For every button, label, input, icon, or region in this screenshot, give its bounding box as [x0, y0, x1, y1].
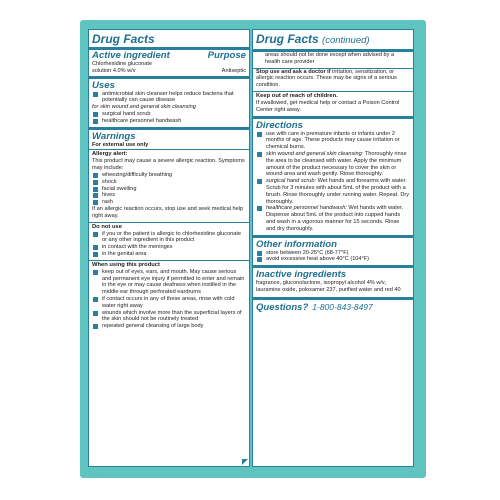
uses-item: [89, 91, 249, 105]
continued-arrow-icon: [242, 459, 248, 465]
when-using-item: [89, 269, 249, 296]
allergy-symptom-item: [89, 172, 249, 179]
bullet-square-icon: [93, 324, 98, 329]
allergy-symptom-item: [89, 179, 249, 186]
purpose-heading: Purpose: [207, 50, 246, 61]
stop-use-heading: Stop use and ask a doctor if: [256, 68, 331, 75]
other-info-item-text: store between 20-25°C (68-77°F): [266, 249, 349, 256]
bullet-square-icon: [93, 112, 98, 117]
stop-use-block: [253, 69, 413, 89]
active-ingredient-header: [89, 50, 249, 61]
bullet-square-icon: [93, 200, 98, 205]
bullet-square-icon: [93, 270, 98, 275]
uses-list: [89, 91, 249, 125]
do-not-use-item-text: in contact with the meninges: [102, 244, 173, 251]
stop-use-text: irritation, sensitization, or allergic reaction occurs. These may be signs of a serious condition.: [256, 68, 397, 89]
allergy-symptom-item: [89, 186, 249, 193]
drug-facts-title-right: Drug Facts: [256, 32, 319, 46]
allergy-symptom-item-text: hives: [102, 192, 116, 199]
allergy-symptom-item-text: rash: [102, 199, 113, 206]
other-info-heading: Other information: [256, 238, 338, 250]
questions-line: [253, 300, 413, 315]
uses-item: [89, 111, 249, 118]
direction-lead: healthcare personnel handwash:: [266, 205, 349, 212]
direction-item: [253, 131, 413, 151]
direction-item: [253, 205, 413, 232]
direction-item: [253, 178, 413, 205]
bullet-square-icon: [93, 92, 98, 97]
drug-facts-continued-title: [253, 30, 413, 49]
drug-facts-title: Drug Facts: [92, 32, 155, 46]
ingredient-row: [89, 68, 249, 75]
uses-item-text: for skin wound and general skin cleansing: [92, 104, 196, 111]
allergy-symptom-item-text: wheezing/difficulty breathing: [102, 171, 173, 178]
other-info-item-text: avoid excessive heat above 40°C (104°F): [266, 256, 370, 263]
do-not-use-list: [89, 231, 249, 258]
uses-heading: Uses: [92, 79, 115, 91]
direction-lead: surgical hand scrub:: [266, 178, 318, 185]
bullet-square-icon: [257, 257, 262, 262]
bullet-square-icon: [257, 152, 262, 157]
do-not-use-item: [89, 244, 249, 251]
other-info-list: [253, 250, 413, 264]
keep-out-heading: Keep out of reach of children.: [256, 92, 338, 99]
uses-item-text: antimicrobial skin cleanser helps reduce bacteria that potentially can cause disease: [102, 90, 234, 104]
bullet-square-icon: [93, 311, 98, 316]
allergy-symptom-item: [89, 199, 249, 206]
when-using-heading: When using this product: [92, 261, 160, 268]
allergy-footer: If an allergic reaction occurs, stop use and seek medical help right away.: [92, 205, 244, 219]
allergy-symptoms-list: [89, 172, 249, 206]
bullet-square-icon: [93, 187, 98, 192]
uses-item: [89, 118, 249, 125]
bullet-square-icon: [93, 119, 98, 124]
ingredient-purpose: Antiseptic: [221, 67, 246, 74]
bullet-square-icon: [93, 180, 98, 185]
other-info-item: [253, 250, 413, 257]
do-not-use-item: [89, 251, 249, 258]
external-use-note: For external use only: [92, 141, 149, 148]
when-using-item-text: wounds which involve more than the superficial layers of the skin should not be routinely treated: [102, 309, 242, 323]
direction-item-text: Wet hands and forearms with water. Scrub for 3 minutes with about 5mL of the product with a brush. Rinse thoroughly under running water. Repeat. Dry thoroughly.: [266, 178, 410, 205]
other-info-item: [253, 256, 413, 263]
allergy-symptom-item-text: facial swelling: [102, 185, 137, 192]
active-ingredient-heading: Active ingredient: [92, 50, 170, 61]
allergy-symptom-item-text: shock: [102, 178, 117, 185]
uses-item-text: surgical hand scrub: [102, 110, 151, 117]
directions-list: [253, 131, 413, 233]
keep-out-text: If swallowed, get medical help or contact a Poison Control Center right away.: [256, 99, 400, 113]
bullet-square-icon: [93, 297, 98, 302]
allergy-alert-heading: Allergy alert:: [92, 151, 128, 158]
continued-warning-text: areas should not be done except when advised by a health care provider: [265, 52, 395, 65]
questions-label: Questions?: [256, 301, 309, 313]
when-using-item: [89, 296, 249, 310]
when-using-list: [89, 269, 249, 330]
inactive-ingredients-heading: Inactive ingredients: [256, 269, 347, 281]
ingredient-name: Chlorhexidine gluconate: [92, 61, 153, 67]
uses-item: [89, 104, 249, 111]
bullet-square-icon: [93, 252, 98, 257]
when-using-item: [89, 323, 249, 330]
bullet-square-icon: [93, 245, 98, 250]
when-using-item-text: if contact occurs in any of these areas, rinse with cold water right away: [102, 295, 235, 309]
bullet-square-icon: [257, 206, 262, 211]
drug-facts-panel-left: [88, 29, 250, 467]
bullet-square-icon: [93, 193, 98, 198]
bullet-square-icon: [257, 132, 262, 137]
direction-item: [253, 151, 413, 178]
bullet-square-icon: [93, 232, 98, 237]
directions-heading: Directions: [256, 119, 303, 131]
when-using-item-text: repeated general cleansing of large body: [102, 323, 204, 330]
direction-lead: skin wound and general skin cleansing:: [266, 150, 365, 157]
continued-label: (continued): [322, 35, 370, 46]
drug-facts-panel-right: [252, 29, 414, 467]
when-using-item-text: keep out of eyes, ears, and mouth. May cause serious and permanent eye injury if permitted to enter and remain in the eye or may cause deafness when instilled in the middle ear through perforated eardrums: [102, 268, 245, 296]
do-not-use-heading: Do not use: [92, 223, 122, 230]
do-not-use-item: [89, 231, 249, 245]
uses-item-text: healthcare personnel handwash: [102, 117, 182, 124]
allergy-symptom-item: [89, 192, 249, 199]
phone-number[interactable]: 1-800-843-8497: [312, 301, 373, 312]
warnings-heading: Warnings: [92, 130, 136, 142]
bullet-square-icon: [257, 251, 262, 256]
allergy-alert-text: This product may cause a severe allergic reaction. Symptoms may include:: [92, 158, 245, 172]
when-using-item: [89, 310, 249, 324]
direction-item-text: Thoroughly rinse the area to be cleansed with water. Apply the minimum amount of the product necessary to cover the skin or wound area and wash gently. Rinse thoroughly.: [266, 150, 407, 178]
do-not-use-item-text: in the genital area: [102, 250, 147, 257]
ingredient-amount: solution 4.0% w/v: [92, 67, 136, 74]
direction-item-text: use with care in premature infants or infants under 2 months of age. These products may cause irritation or chemical burns.: [266, 130, 400, 151]
bullet-square-icon: [257, 179, 262, 184]
inactive-ingredients-text: fragrance, gluconolactone, isopropyl alcohol 4% w/v, lauramine oxide, poloxamer 237, purified water and red 40: [256, 280, 401, 293]
do-not-use-item-text: if you or the patient is allergic to chlorhexidine gluconate or any other ingredient in this product: [102, 230, 241, 244]
direction-item-text: Wet hands with water. Dispense about 5mL of the product into cupped hands and wash in a vigorous manner for 15 seconds. Rinse and dry thoroughly.: [266, 205, 404, 232]
bullet-square-icon: [93, 173, 98, 178]
